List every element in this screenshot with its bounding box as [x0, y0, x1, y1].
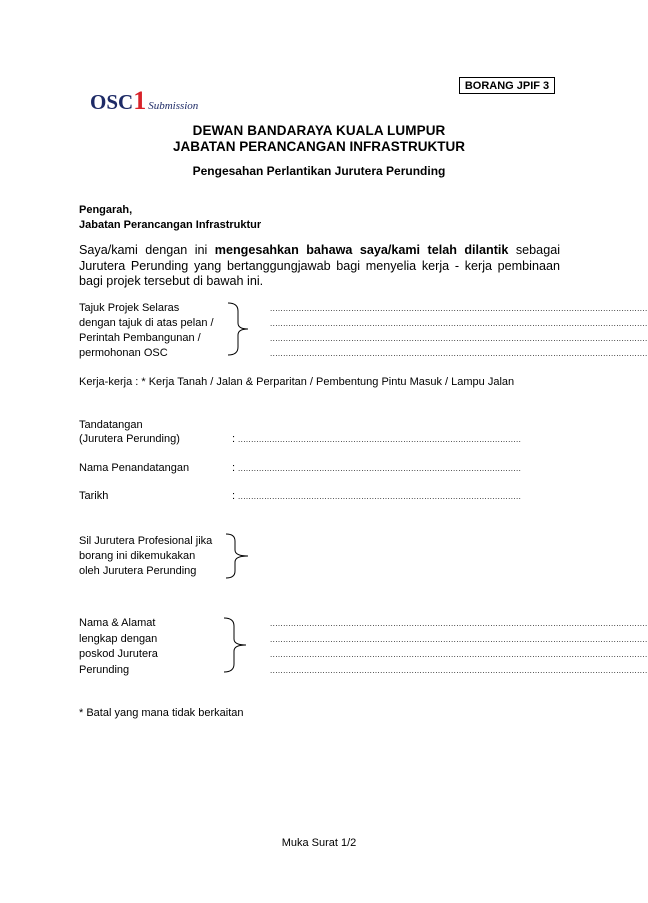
date-label: Tarikh [79, 490, 109, 502]
date-colon: : [232, 490, 236, 502]
page-number: Muka Surat 1/2 [281, 837, 357, 849]
signature-sublabel: (Jurutera Perunding) [79, 433, 180, 445]
address-label-2: lengkap dengan [79, 633, 158, 645]
form-code-box: BORANG JPIF 3 [459, 77, 555, 94]
address-label-1: Nama & Alamat [79, 617, 156, 629]
seal-label-2: borang ini dikemukakan [79, 550, 196, 562]
project-label-2: dengan tajuk di atas pelan / [79, 317, 214, 329]
logo-digit: 1 [133, 86, 147, 115]
statement-bold: mengesahkan bahawa saya/kami telah dilantik [214, 243, 509, 257]
signer-name-colon: : [232, 462, 236, 474]
address-blank-1[interactable]: ................................................................................................................................................ [270, 619, 648, 628]
project-label-1: Tajuk Projek Selaras [79, 302, 180, 314]
logo-brand: OSC [90, 90, 134, 114]
confirmation-statement [79, 243, 560, 290]
project-label-3: Perintah Pembangunan / [79, 332, 201, 344]
signature-label: Tandatangan [79, 419, 143, 431]
seal-brace-icon [220, 532, 252, 580]
project-blank-4[interactable]: ................................................................................................................................................ [270, 349, 648, 358]
statement-post: sebagai Jurutera Perunding yang bertanggungjawab bagi menyelia kerja - kerja pembinaan bagi projek tersebut di bawah ini. [79, 243, 560, 288]
address-blank-3[interactable]: ................................................................................................................................................ [270, 650, 648, 659]
project-brace-icon [222, 301, 252, 357]
footnote: * Batal yang mana tidak berkaitan [79, 707, 244, 719]
signature-blank[interactable]: ............................................................................................................ [238, 435, 522, 444]
project-label-4: permohonan OSC [79, 347, 168, 359]
project-blank-2[interactable]: ................................................................................................................................................ [270, 319, 648, 328]
works-line: Kerja-kerja : * Kerja Tanah / Jalan & Perparitan / Pembentung Pintu Masuk / Lampu Jalan [79, 376, 515, 388]
dept-title: JABATAN PERANCANGAN INFRASTRUKTUR [173, 139, 465, 154]
org-title: DEWAN BANDARAYA KUALA LUMPUR [192, 123, 446, 138]
form-subject: Pengesahan Perlantikan Jurutera Perunding [192, 164, 446, 178]
seal-label-1: Sil Jurutera Profesional jika [79, 535, 213, 547]
signer-name-blank[interactable]: ............................................................................................................ [238, 464, 522, 473]
date-blank[interactable]: ............................................................................................................ [238, 492, 522, 501]
project-blank-3[interactable]: ................................................................................................................................................ [270, 334, 648, 343]
seal-label-3: oleh Jurutera Perunding [79, 565, 197, 577]
addressee-dept: Jabatan Perancangan Infrastruktur [79, 219, 262, 231]
logo-tagline: Submission [148, 100, 199, 112]
signer-name-label: Nama Penandatangan [79, 462, 190, 474]
address-brace-icon [218, 616, 252, 674]
signature-colon: : [232, 433, 236, 445]
project-blank-1[interactable]: ................................................................................................................................................ [270, 304, 648, 313]
statement-pre: Saya/kami dengan ini [79, 243, 215, 257]
osc-logo [90, 86, 198, 116]
address-blank-4[interactable]: ................................................................................................................................................ [270, 666, 648, 675]
address-label-4: Perunding [79, 664, 130, 676]
address-blank-2[interactable]: ................................................................................................................................................ [270, 635, 648, 644]
addressee-title: Pengarah, [79, 204, 133, 216]
address-label-3: poskod Jurutera [79, 648, 158, 660]
